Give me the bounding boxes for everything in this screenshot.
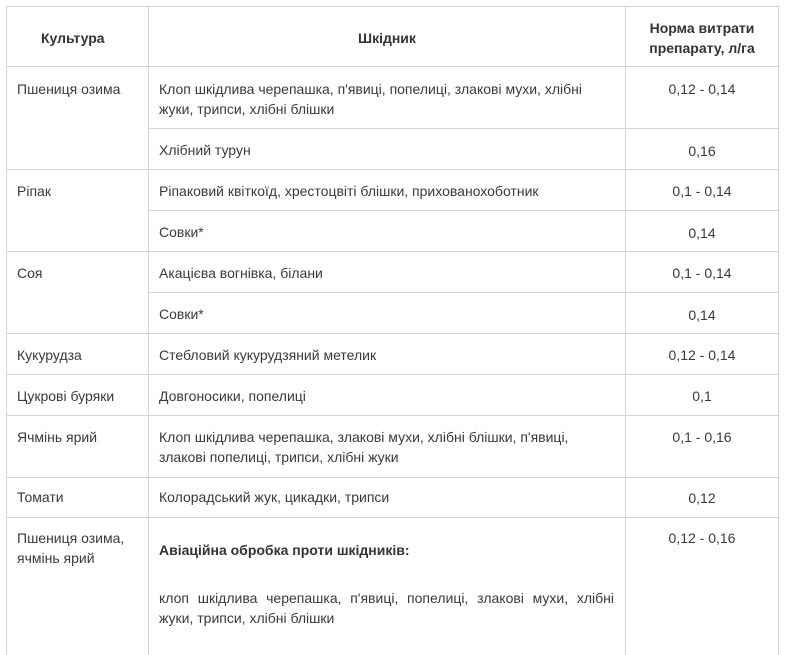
row-rate: 0,12 - 0,14 (668, 347, 736, 363)
header-pest: Шкідник (358, 30, 416, 46)
row-pest: Совки* (159, 224, 204, 240)
row-divider (7, 374, 778, 375)
row-divider (7, 415, 778, 416)
column-divider (148, 6, 149, 655)
row-rate: 0,12 - 0,14 (668, 81, 736, 97)
row-divider (149, 210, 778, 211)
row-crop: Ріпак (17, 183, 51, 199)
row-pest: Хлібний турун (159, 142, 251, 158)
row-crop: Ячмінь ярий (17, 429, 98, 445)
row-pest: Акацієва вогнівка, білани (159, 265, 323, 281)
row-pest: Довгоносики, попелиці (159, 388, 306, 404)
row-divider (7, 66, 778, 67)
row-rate: 0,14 (688, 307, 716, 323)
row-pest: Совки* (159, 306, 204, 322)
row-rate: 0,12 (688, 490, 716, 506)
row-pest: Клоп шкідлива черепашка, злакові мухи, хлібні блішки, п'явиці, злакові попелиці, трипси, хлібні жуки (159, 429, 569, 465)
row-rate: 0,1 - 0,16 (672, 429, 732, 445)
row-divider (7, 517, 778, 518)
row-rate: 0,12 - 0,16 (668, 530, 736, 546)
row-crop: Пшениця озима, ячмінь ярий (17, 530, 125, 566)
row-divider (7, 477, 778, 478)
aviation-treatment-pests: клоп шкідлива черепашка, п'явиці, попелиці, злакові мухи, хлібні жуки, трипси, хлібні блішки (159, 590, 614, 626)
row-pest: Ріпаковий квіткоїд, хрестоцвіті блішки, прихованохоботник (159, 183, 539, 199)
row-crop: Пшениця озима (17, 81, 121, 97)
row-crop: Кукурудза (17, 347, 82, 363)
row-rate: 0,16 (688, 143, 716, 159)
row-crop: Цукрові буряки (17, 388, 115, 404)
column-divider (625, 6, 626, 655)
header-rate: Норма витрати препарату, л/га (649, 20, 755, 56)
row-rate: 0,1 - 0,14 (672, 265, 732, 281)
row-pest: Стебловий кукурудзяний метелик (159, 347, 377, 363)
table-top-border (7, 6, 778, 7)
row-pest: Колорадський жук, цикадки, трипси (159, 489, 390, 505)
header-crop: Культура (41, 30, 105, 46)
pesticide-rate-table (6, 6, 779, 655)
row-pest: Клоп шкідлива черепашка, п'явиці, попелиці, злакові мухи, хлібні жуки, трипси, хлібні блішки (159, 81, 582, 117)
row-rate: 0,1 - 0,14 (672, 183, 732, 199)
row-divider (149, 292, 778, 293)
row-divider (7, 251, 778, 252)
row-crop: Томати (17, 489, 64, 505)
row-divider (149, 128, 778, 129)
aviation-treatment-heading: Авіаційна обробка проти шкідників: (159, 542, 410, 558)
row-crop: Соя (17, 265, 43, 281)
row-rate: 0,1 (692, 388, 712, 404)
row-divider (7, 333, 778, 334)
row-rate: 0,14 (688, 225, 716, 241)
row-divider (7, 169, 778, 170)
